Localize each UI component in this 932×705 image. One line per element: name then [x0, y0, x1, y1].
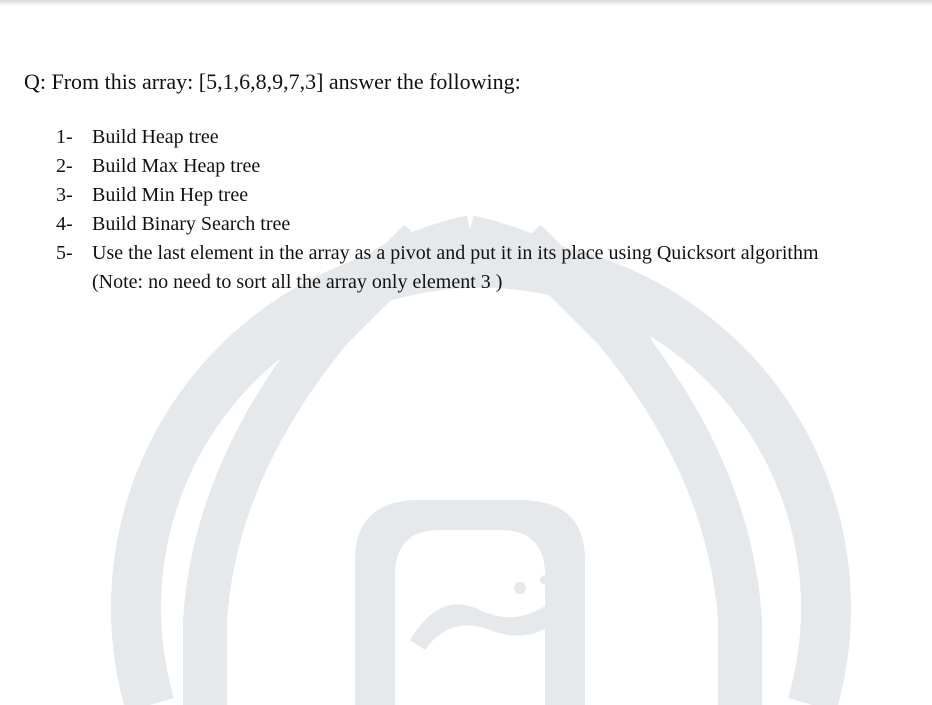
item-text: Build Binary Search tree [92, 213, 291, 235]
list-item [56, 152, 819, 181]
item-note: (Note: no need to sort all the array only element 3 ) [92, 271, 503, 293]
item-body [92, 152, 260, 181]
item-number: 2- [56, 155, 73, 177]
item-number: 3- [56, 184, 73, 206]
item-text: Use the last element in the array as a pivot and put it in its place using Quicksort algorithm [92, 242, 819, 264]
question-heading: Q: From this array: [5,1,6,8,9,7,3] answer the following: [24, 69, 521, 94]
item-body [92, 123, 219, 152]
item-text: Build Min Hep tree [92, 184, 249, 206]
item-text: Build Max Heap tree [92, 155, 261, 177]
list-item [56, 181, 819, 210]
item-number: 4- [56, 213, 73, 235]
item-text: Build Heap tree [92, 126, 219, 148]
item-number: 1- [56, 126, 73, 148]
list-item [56, 210, 819, 239]
task-list [56, 123, 819, 297]
item-body [92, 210, 290, 239]
item-number: 5- [56, 242, 73, 264]
list-item [56, 239, 819, 297]
list-item [56, 123, 819, 152]
item-body [92, 239, 819, 297]
item-body [92, 181, 248, 210]
